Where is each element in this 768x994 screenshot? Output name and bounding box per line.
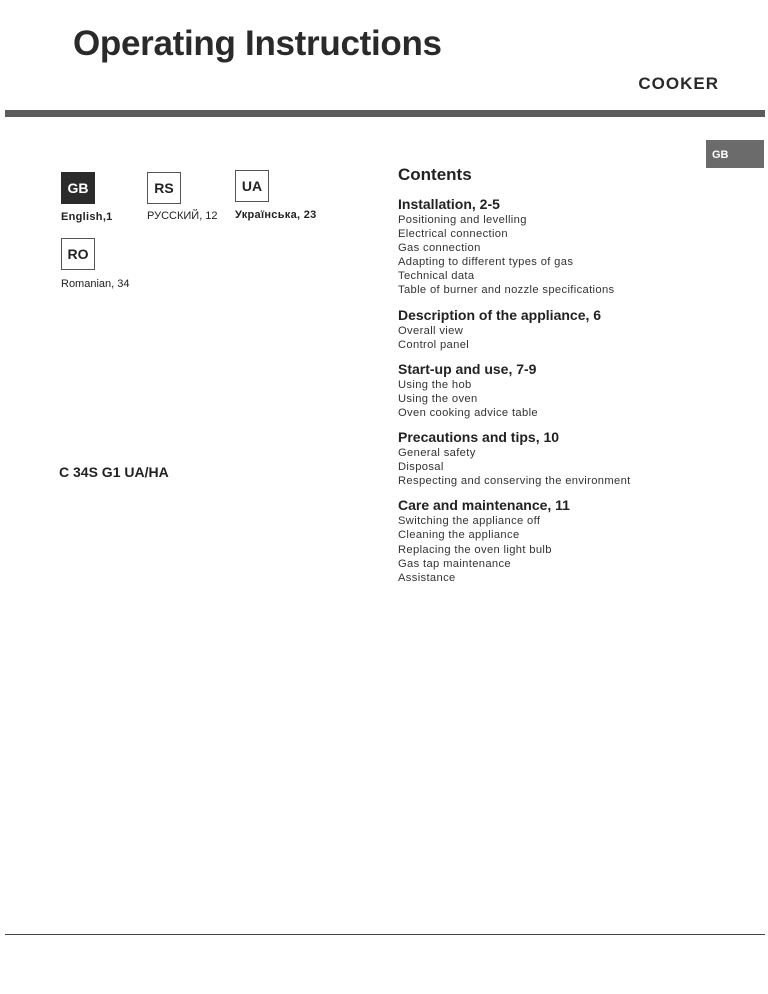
language-label-rs[interactable]: РУССКИЙ, 12 <box>147 210 218 222</box>
language-label-gb[interactable]: English,1 <box>61 211 113 223</box>
model-number: C 34S G1 UA/HA <box>59 464 169 480</box>
toc-item[interactable]: Positioning and levelling <box>398 214 527 226</box>
toc-item[interactable]: Overall view <box>398 324 464 337</box>
toc-section-title[interactable]: Description of the appliance, 6 <box>398 306 602 323</box>
contents-heading: Contents <box>398 165 472 184</box>
language-box-rs[interactable]: RS <box>147 172 181 204</box>
language-label-ua[interactable]: Українська, 23 <box>235 209 317 221</box>
toc-section <box>398 195 718 298</box>
toc-item[interactable]: Switching the appliance off <box>398 515 541 528</box>
toc-item[interactable]: Using the oven <box>398 392 478 405</box>
toc-item[interactable]: Control panel <box>398 338 470 351</box>
toc-item[interactable]: Replacing the oven light bulb <box>398 543 552 556</box>
product-type: COOKER <box>638 74 719 93</box>
toc-section <box>398 306 718 352</box>
page-title: Operating Instructions <box>73 24 442 63</box>
toc-section <box>398 496 718 584</box>
toc-item[interactable]: Respecting and conserving the environment <box>398 475 631 488</box>
toc-section <box>398 428 718 488</box>
toc-item[interactable]: Gas connection <box>398 242 481 255</box>
toc-section <box>398 360 718 420</box>
header-divider <box>5 110 765 117</box>
table-of-contents <box>398 195 718 593</box>
toc-item[interactable]: General safety <box>398 447 476 460</box>
toc-item[interactable]: Gas tap maintenance <box>398 557 511 570</box>
toc-item[interactable]: Assistance <box>398 571 456 584</box>
toc-section-title[interactable]: Installation, 2-5 <box>398 196 500 212</box>
toc-item[interactable]: Using the hob <box>398 378 472 391</box>
toc-item[interactable]: Cleaning the appliance <box>398 529 520 542</box>
toc-item[interactable]: Electrical connection <box>398 228 508 241</box>
language-box-ro[interactable]: RO <box>61 238 95 270</box>
footer-divider <box>5 934 765 935</box>
toc-item[interactable]: Oven cooking advice table <box>398 406 538 419</box>
language-label-ro[interactable]: Romanian, 34 <box>61 278 130 290</box>
toc-item[interactable]: Disposal <box>398 461 444 474</box>
toc-item[interactable]: Technical data <box>398 270 475 283</box>
language-side-tab[interactable]: GB <box>706 140 764 168</box>
toc-item[interactable]: Table of burner and nozzle specifications <box>398 284 615 297</box>
toc-section-title[interactable]: Start-up and use, 7-9 <box>398 360 537 377</box>
toc-item[interactable]: Adapting to different types of gas <box>398 256 574 269</box>
toc-section-title[interactable]: Care and maintenance, 11 <box>398 497 570 514</box>
toc-section-title[interactable]: Precautions and tips, 10 <box>398 429 560 446</box>
language-box-ua[interactable]: UA <box>235 170 269 202</box>
language-box-gb[interactable]: GB <box>61 172 95 204</box>
